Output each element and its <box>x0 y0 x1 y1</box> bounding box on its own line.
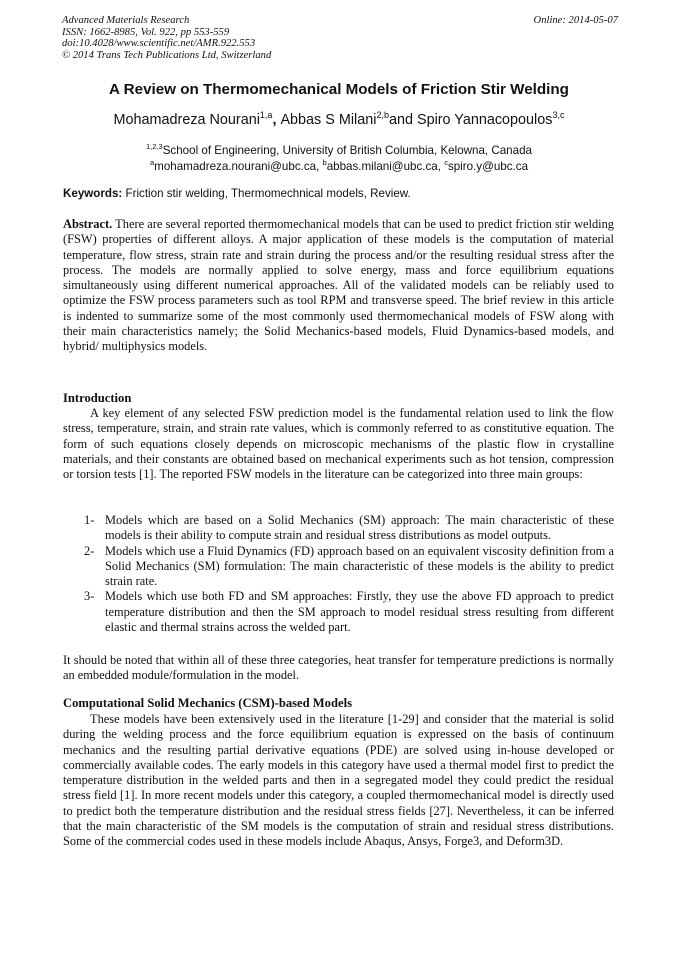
author-3-sup: 3,c <box>552 110 565 121</box>
affiliation-line <box>40 143 638 159</box>
online-date: Online: 2014-05-07 <box>533 15 618 26</box>
author-2-sup: 2,b <box>376 110 389 121</box>
keywords-text: Friction stir welding, Thermomechnical models, Review. <box>122 187 411 200</box>
email-line <box>40 159 638 175</box>
issn-line: ISSN: 1662-8985, Vol. 922, pp 553-559 <box>62 26 230 38</box>
journal-header <box>62 15 618 61</box>
affiliation-text: School of Engineering, University of British Columbia, Kelowna, Canada <box>162 144 532 157</box>
copyright-line: © 2014 Trans Tech Publications Ltd, Switzerland <box>62 49 272 61</box>
journal-name: Advanced Materials Research <box>62 15 190 26</box>
author-1-sup: 1,a <box>259 110 273 121</box>
email-c: spiro.y@ubc.ca <box>447 159 529 173</box>
csm-paragraph: These models have been extensively used in the literature [1-29] and consider that the material is solid during the welding process and the force equilibrium equation is expressed on the basis of continuum mechanics and the resulting partial derivative equations (PDE) are solved using in-house developed or commercially available codes. The early models in this category have used a thermal model first to predict the temperature distribution in the welded parts and then in a segregated model they could predict the residual stress field [1]. In more recent models under this category, a coupled thermomechanical model is directly used to predict both the temperature distribution and the residual stress fields [27]. Nevertheless, it can be inferred that the main characteristic of the SM models is the computation of strain and residual stress distributions. Some of the commercial codes used in these models include Abaqus, Ansys, Forge3, and Deform3D. <box>63 712 614 849</box>
model-category-list <box>84 513 614 635</box>
author-1: Mohamadreza Nourani <box>113 112 260 128</box>
keywords-label: Keywords: <box>63 187 123 200</box>
list-item-number: 1- <box>84 513 95 527</box>
introduction-note: It should be noted that within all of these three categories, heat transfer for temperature predictions is normally an embedded module/formulation in the model. <box>63 653 614 683</box>
introduction-heading: Introduction <box>63 391 132 405</box>
list-item <box>84 589 614 635</box>
abstract <box>63 217 614 355</box>
list-item-text: Models which are based on a Solid Mechanics (SM) approach: The main characteristic of these models is their ability to compute strain and residual stress distributions as model outputs. <box>105 513 614 543</box>
list-item-text: Models which use both FD and SM approaches: Firstly, they use the above FD approach to predict temperature distribution and then the SM approach to model residual stress resulting from different elastic and thermal strains across the welded part. <box>105 589 614 635</box>
abstract-text: There are several reported thermomechanical models that can be used to predict friction stir welding (FSW) properties of different alloys. A major application of these models is the computation of material temperature, flow stress, strain rate and strain during the process and/or the resulting residual stress after the process. The models are normally applied to solve energy, mass and force equilibrium equations simultaneously using different numerical approaches. All of the validated models can be reliably used to optimize the FSW process parameters such as tool RPM and transverse speed. The brief review in this article is indented to summarize some of the most commonly used thermomechanical models of FSW along with their main characteristics namely; the Solid Mechanics-based models, Fluid Dynamics-based models, and hybrid/ multiphysics models. <box>63 217 614 354</box>
list-item <box>84 544 614 590</box>
email-a: mohamadreza.nourani@ubc.ca, <box>154 159 323 173</box>
abstract-label: Abstract. <box>63 217 113 231</box>
author-3: Spiro Yannacopoulos <box>416 112 553 128</box>
list-item-text: Models which use a Fluid Dynamics (FD) approach based on an equivalent viscosity definition from a Solid Mechanics (SM) formulation: The main characteristic of these models is the ability to predict strain rate. <box>105 543 614 589</box>
csm-heading: Computational Solid Mechanics (CSM)-based Models <box>63 696 352 710</box>
author-2: Abbas S Milani <box>280 112 377 128</box>
keywords <box>63 187 618 200</box>
author-sep-2: and <box>388 112 417 128</box>
introduction-paragraph: A key element of any selected FSW prediction model is the fundamental relation used to link the flow stress, temperature, strain, and strain rate values, which is commonly referred to as constitutive equation. The form of such equations closely depends on microscopic mechanisms of the plastic flow in crystalline materials, and their constants are obtained based on mechanical experiments such as hot tension, compression or torsion tests [1]. The reported FSW models in the literature can be categorized into three main groups: <box>63 406 614 482</box>
author-sep-1: , <box>272 112 281 128</box>
email-a-sup: a <box>149 157 155 167</box>
list-item-number: 2- <box>84 543 95 558</box>
email-b-sup: b <box>322 157 327 167</box>
affiliation-block <box>40 143 638 174</box>
doi-line: doi:10.4028/www.scientific.net/AMR.922.553 <box>62 38 256 50</box>
list-item <box>84 513 614 544</box>
affiliation-sup: 1,2,3 <box>146 142 163 152</box>
email-c-sup: c <box>444 157 448 167</box>
author-list <box>40 112 638 128</box>
email-b: abbas.milani@ubc.ca, <box>326 159 445 173</box>
list-item-number: 3- <box>84 589 95 604</box>
paper-title: A Review on Thermomechanical Models of Friction Stir Welding <box>109 81 569 98</box>
